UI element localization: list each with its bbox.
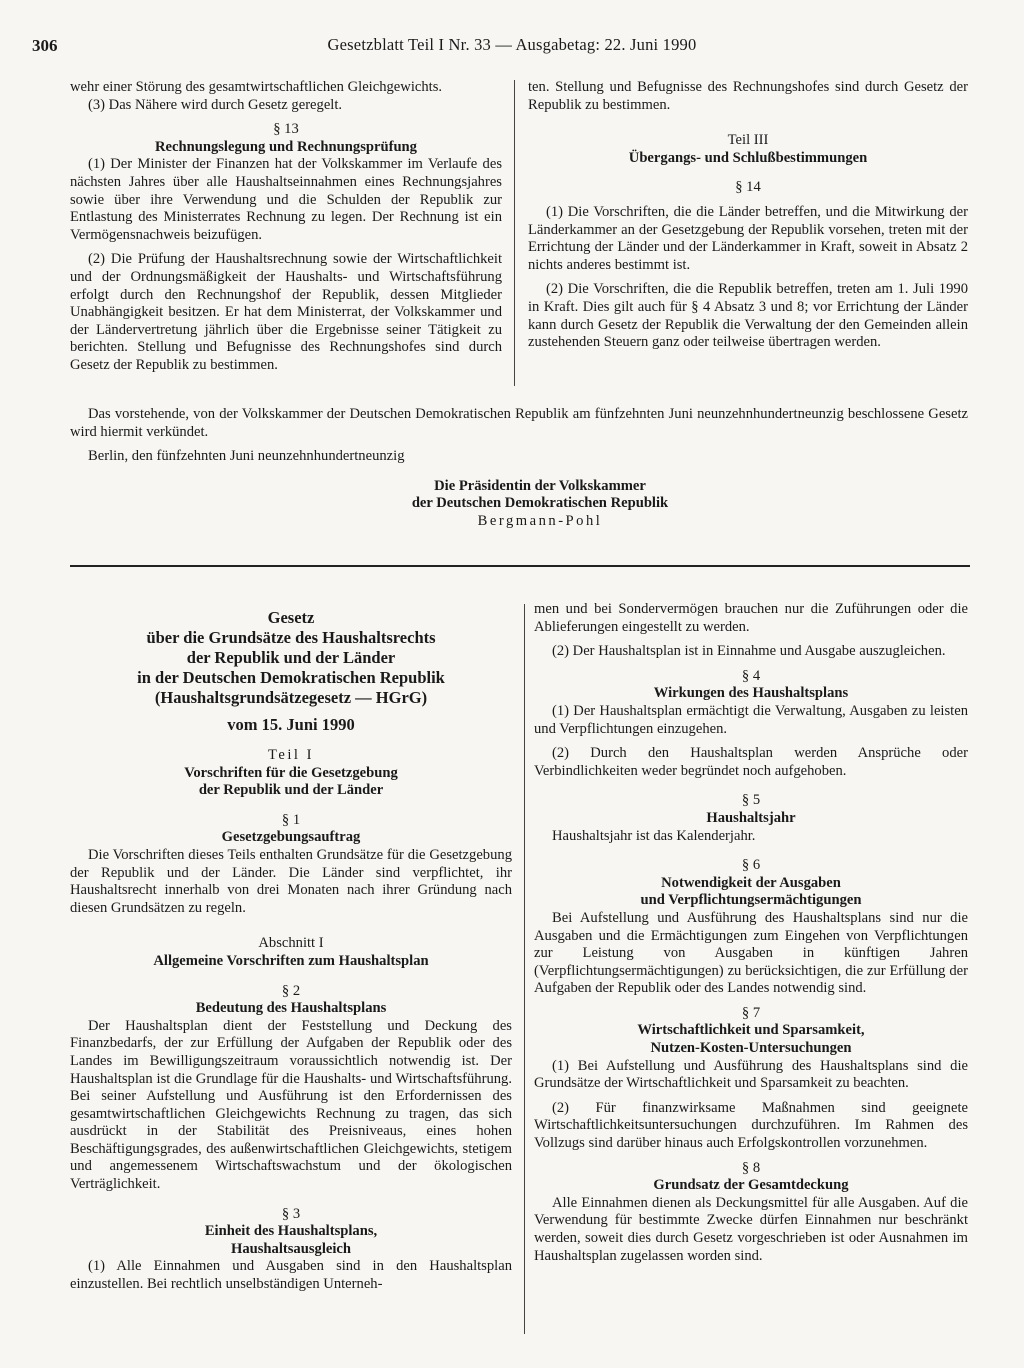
page-number: 306 — [32, 36, 58, 55]
paragraph: (2) Für finanzwirksame Maßnahmen sind geeignete Wirtschaftlichkeitsuntersuchungen durchzuführen. Im Rahmen des Vollzugs sind darüber hinaus auch Erfolgskontrollen vorzunehmen. — [534, 1099, 968, 1152]
section-number: § 8 — [741, 1159, 761, 1176]
paragraph: Bei Aufstellung und Ausführung des Haushaltsplans sind nur die Ausgaben und die Ermächtigungen zum Eingehen von Verpflichtungen zur Leistung von Ausgaben in künftigen Jahren (Verpflichtungsermächtigungen) zu berücksichtigen, die zur Erfüllung der Aufgaben der Republik oder des Landes notwendig sind. — [534, 909, 968, 997]
signature-name: Bergmann-Pohl — [477, 512, 603, 529]
section-number: § 3 — [281, 1205, 301, 1222]
law-title: Gesetz — [267, 608, 315, 627]
paragraph: wehr einer Störung des gesamtwirtschaftlichen Gleichgewichts. — [70, 79, 443, 95]
paragraph: ten. Stellung und Befugnisse des Rechnungshofes sind durch Gesetz der Republik zu bestimmen. — [528, 79, 968, 113]
signature-line: Die Präsidentin der Volkskammer — [434, 477, 646, 494]
paragraph: Haushaltsjahr ist das Kalenderjahr. — [552, 827, 756, 844]
section-title: Notwendigkeit der Ausgaben — [661, 874, 841, 891]
paragraph: (1) Alle Einnahmen und Ausgaben sind in den Haushaltsplan einzustellen. Bei rechtlich unselbständigen Unterneh- — [70, 1258, 512, 1293]
section-title: Grundsatz der Gesamtdeckung — [653, 1177, 849, 1194]
section-number: § 4 — [741, 667, 761, 684]
paragraph: (2) Die Prüfung der Haushaltsrechnung sowie der Wirtschaftlichkeit und der Ordnungsmäßigkeit der Haushalts- und Wirtschaftsführung erfolgt durch den Rechnungshof der Republik, dessen Mitglieder Unabhängigkeit besitzen. Er hat dem Ministerrat, der Volkskammer und der Ländervertretung jährlich über die Ergebnisse seiner Tätigkeit zu berichten. Stellung und Befugnisse des Rechnungshofes sind durch Gesetz der Republik zu bestimmen. — [70, 251, 502, 373]
section-title: Gesetzgebungsauftrag — [221, 829, 361, 846]
paragraph: (1) Bei Aufstellung und Ausführung des Haushaltsplans sind die Grundsätze der Wirtschaftlichkeit und Sparsamkeit zu beachten. — [534, 1057, 968, 1092]
part-title: Vorschriften für die Gesetzgebung — [184, 764, 398, 781]
section-title: Rechnungslegung und Rechnungsprüfung — [155, 138, 417, 155]
signature-line: der Deutschen Demokratischen Republik — [411, 495, 669, 512]
section-divider — [70, 565, 970, 567]
paragraph: men und bei Sondervermögen brauchen nur die Zuführungen oder die Ablieferungen eingestellt zu werden. — [534, 601, 968, 635]
gazette-header: Gesetzblatt Teil I Nr. 33 — Ausgabetag: 22. Juni 1990 — [327, 35, 697, 54]
paragraph: (1) Der Minister der Finanzen hat der Volkskammer im Verlaufe des nächsten Jahres über alle Haushaltseinnahmen eines Rechnungsjahres sowie über ihre Verwendung und die Schulden der Republik zur Entlastung des Ministerrates Rechnung zu legen. Der Rechnung ist ein Vermögensnachweis beizufügen. — [70, 156, 502, 243]
promulgation — [70, 406, 968, 531]
section-number: § 14 — [735, 179, 761, 196]
paragraph: (2) Der Haushaltsplan ist in Einnahme und Ausgabe auszugleichen. — [552, 643, 946, 660]
section-title: Wirtschaftlichkeit und Sparsamkeit, — [637, 1022, 865, 1039]
paragraph: (2) Die Vorschriften, die die Republik betreffen, treten am 1. Juli 1990 in Kraft. Dies gilt auch für § 4 Absatz 3 und 8; vor Errichtung der Länder kann durch Gesetz der Republik die Verwaltung der den Gemeinden allein zustehenden Steuern ganz oder teilweise übertragen werden. — [528, 281, 968, 351]
section-number: § 13 — [273, 121, 299, 138]
paragraph: Der Haushaltsplan dient der Feststellung und Deckung des Finanzbedarfs, der zur Erfüllung der Aufgaben der Republik oder des Landes im Bewilligungszeitraum voraussichtlich notwendig ist. Der Haushaltsplan ist die Grundlage für die Haushalts- und Wirtschaftsführung. Bei seiner Aufstellung und Ausführung ist den Erfordernissen des gesamtwirtschaftlichen Gleichgewichts Rechnung zu tragen, das sich ausdrückt in der Stabilität des Preisniveaus, eines hohen Beschäftigungsgrades, des außenwirtschaftlichen Gleichgewichts, stetigem und angemessenem Wirtschaftswachstum und der ökologischen Verträglichkeit. — [70, 1017, 512, 1193]
column-divider — [514, 80, 515, 386]
part-label: Teil III — [727, 132, 769, 149]
part-label: Teil I — [268, 747, 314, 763]
promulgation-text: Das vorstehende, von der Volkskammer der Deutschen Demokratischen Republik am fünfzehnten Juni neunzehnhundertneunzig beschlossene Gesetz wird hiermit verkündet. — [70, 406, 968, 440]
part-title: Übergangs- und Schlußbestimmungen — [628, 149, 868, 166]
section-title: Haushaltsausgleich — [230, 1240, 352, 1257]
section-title: und Verpflichtungsermächtigungen — [640, 892, 862, 909]
section-number: § 1 — [281, 811, 301, 828]
section-number: § 6 — [741, 857, 761, 874]
section-number: § 5 — [741, 792, 761, 809]
column-divider — [524, 604, 525, 1334]
section-title: Einheit des Haushaltsplans, — [204, 1223, 378, 1240]
law-title: in der Deutschen Demokratischen Republik — [137, 668, 445, 687]
section-title: Nutzen-Kosten-Untersuchungen — [650, 1040, 852, 1057]
section-title: Wirkungen des Haushaltsplans — [653, 685, 849, 702]
law-title: über die Grundsätze des Haushaltsrechts — [146, 628, 436, 647]
law-title: der Republik und der Länder — [186, 648, 396, 667]
paragraph: (2) Durch den Haushaltsplan werden Ansprüche oder Verbindlichkeiten weder begründet noch aufgehoben. — [534, 745, 968, 779]
top-left-column — [70, 79, 502, 373]
paragraph: (1) Die Vorschriften, die die Länder betreffen, und die Mitwirkung der Länderkammer an der Gesetzgebung der Republik vorsehen, treten mit der Errichtung der Länder und der Länderkammer in Kraft, soweit in Absatz 2 nichts anderes bestimmt ist. — [528, 203, 968, 273]
section-number: § 2 — [281, 982, 301, 999]
law-date: vom 15. Juni 1990 — [227, 715, 355, 734]
section-title: Haushaltsjahr — [706, 809, 796, 826]
section-number: § 7 — [741, 1004, 761, 1021]
chapter-label: Abschnitt I — [258, 935, 324, 952]
paragraph: Alle Einnahmen dienen als Deckungsmittel für alle Ausgaben. Auf die Verwendung für bestimmte Zwecke dürfen Einnahmen nur beschränkt werden, soweit dies durch Gesetz vorgeschrieben ist oder Ausnahmen im Haushaltsplan zugelassen worden sind. — [534, 1194, 968, 1264]
paragraph: (3) Das Nähere wird durch Gesetz geregelt. — [88, 96, 343, 113]
law-left-column — [70, 608, 512, 1294]
paragraph: Die Vorschriften dieses Teils enthalten Grundsätze für die Gesetzgebung der Republik und der Länder. Die Länder sind verpflichtet, ihr Haushaltsrecht innerhalb von drei Monaten nach ihrer Gründung nach diesen Grundsätzen zu regeln. — [70, 846, 512, 916]
law-title: (Haushaltsgrundsätzegesetz — HGrG) — [154, 688, 428, 707]
paragraph: (1) Der Haushaltsplan ermächtigt die Verwaltung, Ausgaben zu leisten und Verpflichtungen einzugehen. — [534, 702, 968, 737]
top-right-column — [528, 79, 968, 352]
place-date: Berlin, den fünfzehnten Juni neunzehnhundertneunzig — [88, 448, 405, 465]
chapter-title: Allgemeine Vorschriften zum Haushaltsplan — [153, 952, 429, 969]
law-right-column — [534, 601, 968, 1265]
part-title: der Republik und der Länder — [198, 782, 384, 799]
section-title: Bedeutung des Haushaltsplans — [195, 1000, 387, 1017]
